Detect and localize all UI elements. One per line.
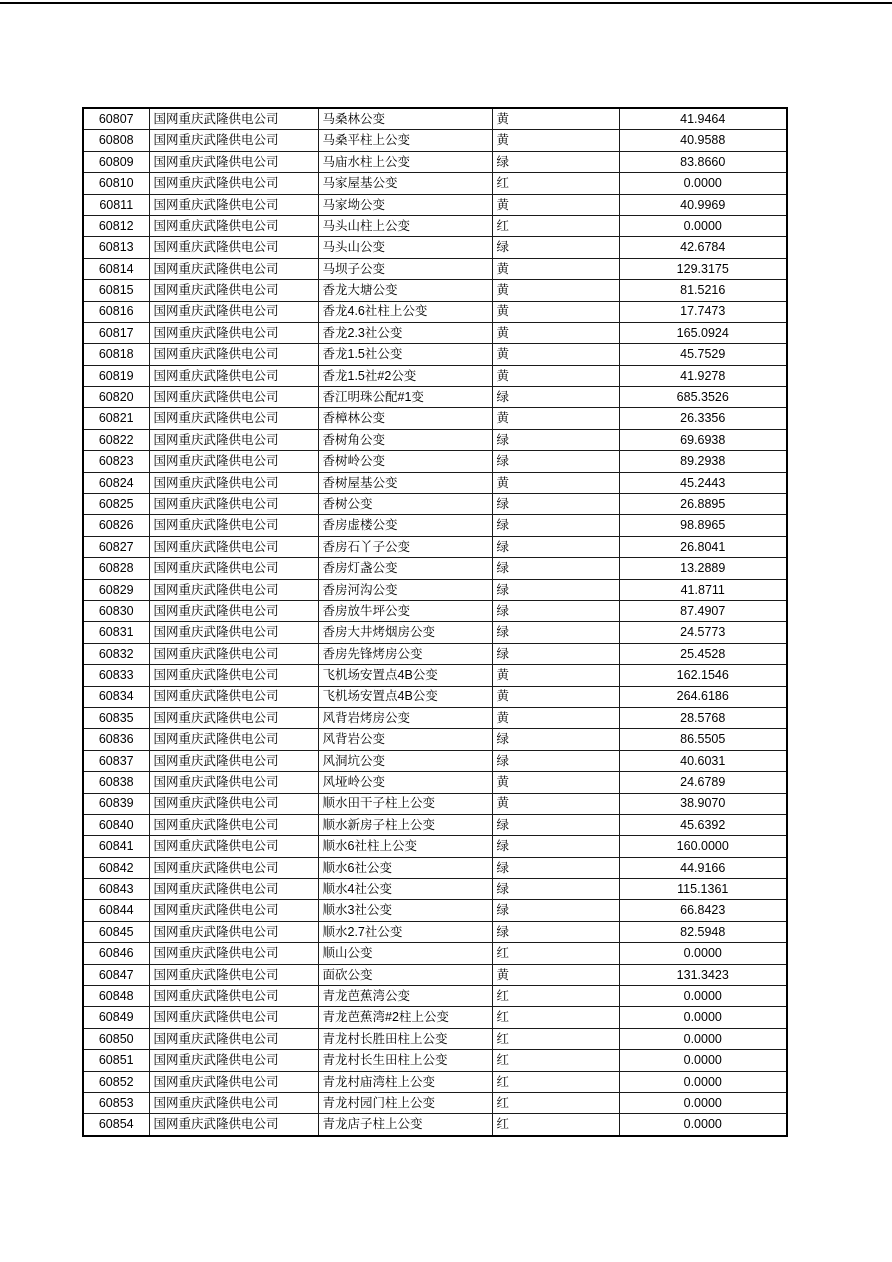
cell-status: 黄 <box>492 964 619 985</box>
cell-id: 60835 <box>83 707 149 728</box>
cell-value: 40.6031 <box>619 750 787 771</box>
cell-value: 26.8041 <box>619 536 787 557</box>
cell-id: 60851 <box>83 1050 149 1071</box>
cell-name: 青龙芭蕉湾#2柱上公变 <box>318 1007 492 1028</box>
cell-name: 青龙店子柱上公变 <box>318 1114 492 1136</box>
table-row <box>83 130 787 151</box>
cell-name: 面砍公变 <box>318 964 492 985</box>
cell-id: 60852 <box>83 1071 149 1092</box>
cell-company: 国网重庆武隆供电公司 <box>149 772 318 793</box>
cell-value: 160.0000 <box>619 836 787 857</box>
cell-company: 国网重庆武隆供电公司 <box>149 686 318 707</box>
cell-company: 国网重庆武隆供电公司 <box>149 643 318 664</box>
table-row <box>83 301 787 322</box>
cell-id: 60820 <box>83 387 149 408</box>
cell-status: 红 <box>492 1114 619 1136</box>
cell-company: 国网重庆武隆供电公司 <box>149 173 318 194</box>
table-row <box>83 215 787 236</box>
cell-status: 绿 <box>492 451 619 472</box>
cell-status: 绿 <box>492 836 619 857</box>
cell-name: 马桑平柱上公变 <box>318 130 492 151</box>
cell-value: 38.9070 <box>619 793 787 814</box>
table-row <box>83 494 787 515</box>
cell-value: 40.9969 <box>619 194 787 215</box>
cell-status: 红 <box>492 1092 619 1113</box>
cell-value: 26.8895 <box>619 494 787 515</box>
cell-company: 国网重庆武隆供电公司 <box>149 665 318 686</box>
cell-value: 0.0000 <box>619 173 787 194</box>
cell-name: 马坝子公变 <box>318 258 492 279</box>
cell-value: 81.5216 <box>619 280 787 301</box>
cell-company: 国网重庆武隆供电公司 <box>149 558 318 579</box>
table-row <box>83 772 787 793</box>
cell-value: 42.6784 <box>619 237 787 258</box>
cell-value: 17.7473 <box>619 301 787 322</box>
table-row <box>83 622 787 643</box>
cell-id: 60834 <box>83 686 149 707</box>
table-row <box>83 365 787 386</box>
table-row <box>83 1092 787 1113</box>
cell-value: 685.3526 <box>619 387 787 408</box>
cell-value: 0.0000 <box>619 1071 787 1092</box>
table-row <box>83 986 787 1007</box>
cell-company: 国网重庆武隆供电公司 <box>149 793 318 814</box>
cell-id: 60837 <box>83 750 149 771</box>
table-row <box>83 665 787 686</box>
cell-value: 40.9588 <box>619 130 787 151</box>
cell-name: 顺水新房子柱上公变 <box>318 814 492 835</box>
cell-id: 60817 <box>83 322 149 343</box>
cell-company: 国网重庆武隆供电公司 <box>149 108 318 130</box>
cell-value: 264.6186 <box>619 686 787 707</box>
cell-name: 顺水6社柱上公变 <box>318 836 492 857</box>
cell-company: 国网重庆武隆供电公司 <box>149 365 318 386</box>
cell-value: 129.3175 <box>619 258 787 279</box>
cell-id: 60819 <box>83 365 149 386</box>
cell-status: 红 <box>492 1007 619 1028</box>
table-row <box>83 280 787 301</box>
cell-id: 60809 <box>83 151 149 172</box>
cell-id: 60853 <box>83 1092 149 1113</box>
cell-id: 60827 <box>83 536 149 557</box>
cell-name: 香树角公变 <box>318 429 492 450</box>
cell-id: 60833 <box>83 665 149 686</box>
cell-name: 飞机场安置点4B公变 <box>318 686 492 707</box>
cell-value: 0.0000 <box>619 986 787 1007</box>
cell-company: 国网重庆武隆供电公司 <box>149 857 318 878</box>
cell-status: 绿 <box>492 600 619 621</box>
cell-status: 黄 <box>492 344 619 365</box>
cell-company: 国网重庆武隆供电公司 <box>149 151 318 172</box>
cell-name: 香房石丫子公变 <box>318 536 492 557</box>
cell-name: 香房大井烤烟房公变 <box>318 622 492 643</box>
cell-status: 绿 <box>492 879 619 900</box>
table-row <box>83 643 787 664</box>
cell-company: 国网重庆武隆供电公司 <box>149 1007 318 1028</box>
cell-name: 香房先锋烤房公变 <box>318 643 492 664</box>
table-row <box>83 344 787 365</box>
cell-company: 国网重庆武隆供电公司 <box>149 258 318 279</box>
table-row <box>83 729 787 750</box>
cell-company: 国网重庆武隆供电公司 <box>149 1028 318 1049</box>
table-row <box>83 1050 787 1071</box>
cell-id: 60836 <box>83 729 149 750</box>
cell-name: 香树公变 <box>318 494 492 515</box>
cell-status: 黄 <box>492 130 619 151</box>
cell-company: 国网重庆武隆供电公司 <box>149 579 318 600</box>
table-row <box>83 258 787 279</box>
cell-value: 0.0000 <box>619 215 787 236</box>
cell-value: 44.9166 <box>619 857 787 878</box>
cell-company: 国网重庆武隆供电公司 <box>149 408 318 429</box>
cell-id: 60849 <box>83 1007 149 1028</box>
cell-value: 162.1546 <box>619 665 787 686</box>
cell-value: 0.0000 <box>619 1050 787 1071</box>
cell-id: 60829 <box>83 579 149 600</box>
table-row <box>83 836 787 857</box>
cell-id: 60825 <box>83 494 149 515</box>
cell-company: 国网重庆武隆供电公司 <box>149 943 318 964</box>
cell-id: 60838 <box>83 772 149 793</box>
cell-status: 绿 <box>492 494 619 515</box>
cell-company: 国网重庆武隆供电公司 <box>149 194 318 215</box>
cell-value: 25.4528 <box>619 643 787 664</box>
table-row <box>83 387 787 408</box>
cell-id: 60845 <box>83 921 149 942</box>
transformer-table <box>82 107 788 1137</box>
cell-id: 60813 <box>83 237 149 258</box>
cell-company: 国网重庆武隆供电公司 <box>149 515 318 536</box>
cell-status: 黄 <box>492 322 619 343</box>
cell-id: 60843 <box>83 879 149 900</box>
cell-name: 顺水田干子柱上公变 <box>318 793 492 814</box>
cell-id: 60826 <box>83 515 149 536</box>
cell-value: 0.0000 <box>619 1028 787 1049</box>
cell-id: 60823 <box>83 451 149 472</box>
table-row <box>83 1028 787 1049</box>
cell-id: 60811 <box>83 194 149 215</box>
table-row <box>83 921 787 942</box>
cell-name: 顺水4社公变 <box>318 879 492 900</box>
cell-company: 国网重庆武隆供电公司 <box>149 879 318 900</box>
cell-company: 国网重庆武隆供电公司 <box>149 130 318 151</box>
cell-name: 风垭岭公变 <box>318 772 492 793</box>
cell-value: 131.3423 <box>619 964 787 985</box>
cell-value: 0.0000 <box>619 943 787 964</box>
cell-id: 60824 <box>83 472 149 493</box>
cell-id: 60841 <box>83 836 149 857</box>
table-row <box>83 686 787 707</box>
cell-name: 香树屋基公变 <box>318 472 492 493</box>
cell-id: 60822 <box>83 429 149 450</box>
cell-value: 0.0000 <box>619 1092 787 1113</box>
cell-status: 黄 <box>492 472 619 493</box>
cell-company: 国网重庆武隆供电公司 <box>149 280 318 301</box>
cell-company: 国网重庆武隆供电公司 <box>149 750 318 771</box>
cell-id: 60839 <box>83 793 149 814</box>
cell-value: 115.1361 <box>619 879 787 900</box>
cell-status: 黄 <box>492 258 619 279</box>
cell-status: 绿 <box>492 151 619 172</box>
cell-name: 香树岭公变 <box>318 451 492 472</box>
table-row <box>83 793 787 814</box>
cell-status: 黄 <box>492 686 619 707</box>
cell-id: 60828 <box>83 558 149 579</box>
cell-company: 国网重庆武隆供电公司 <box>149 215 318 236</box>
cell-status: 黄 <box>492 108 619 130</box>
cell-company: 国网重庆武隆供电公司 <box>149 622 318 643</box>
cell-id: 60808 <box>83 130 149 151</box>
cell-status: 黄 <box>492 280 619 301</box>
table-row <box>83 1114 787 1136</box>
cell-status: 绿 <box>492 729 619 750</box>
table-row <box>83 408 787 429</box>
cell-value: 45.2443 <box>619 472 787 493</box>
top-rule <box>0 2 892 4</box>
cell-name: 青龙芭蕉湾公变 <box>318 986 492 1007</box>
cell-id: 60816 <box>83 301 149 322</box>
cell-name: 风洞坑公变 <box>318 750 492 771</box>
cell-status: 绿 <box>492 387 619 408</box>
cell-value: 98.8965 <box>619 515 787 536</box>
cell-status: 红 <box>492 986 619 1007</box>
cell-status: 绿 <box>492 429 619 450</box>
cell-value: 24.5773 <box>619 622 787 643</box>
cell-status: 黄 <box>492 793 619 814</box>
cell-value: 45.6392 <box>619 814 787 835</box>
cell-id: 60810 <box>83 173 149 194</box>
cell-company: 国网重庆武隆供电公司 <box>149 494 318 515</box>
cell-company: 国网重庆武隆供电公司 <box>149 729 318 750</box>
cell-name: 青龙村长胜田柱上公变 <box>318 1028 492 1049</box>
table-row <box>83 108 787 130</box>
cell-status: 绿 <box>492 643 619 664</box>
cell-id: 60832 <box>83 643 149 664</box>
cell-status: 黄 <box>492 408 619 429</box>
cell-id: 60842 <box>83 857 149 878</box>
cell-name: 香樟林公变 <box>318 408 492 429</box>
cell-company: 国网重庆武隆供电公司 <box>149 836 318 857</box>
cell-id: 60847 <box>83 964 149 985</box>
table-body <box>83 108 787 1136</box>
cell-company: 国网重庆武隆供电公司 <box>149 814 318 835</box>
cell-company: 国网重庆武隆供电公司 <box>149 986 318 1007</box>
cell-id: 60812 <box>83 215 149 236</box>
cell-value: 0.0000 <box>619 1114 787 1136</box>
cell-status: 红 <box>492 1071 619 1092</box>
cell-name: 香龙4.6社柱上公变 <box>318 301 492 322</box>
table-row <box>83 472 787 493</box>
cell-status: 黄 <box>492 301 619 322</box>
cell-name: 香江明珠公配#1变 <box>318 387 492 408</box>
cell-company: 国网重庆武隆供电公司 <box>149 600 318 621</box>
table-row <box>83 943 787 964</box>
cell-name: 顺水2.7社公变 <box>318 921 492 942</box>
table-row <box>83 173 787 194</box>
cell-company: 国网重庆武隆供电公司 <box>149 1114 318 1136</box>
table-row <box>83 879 787 900</box>
cell-company: 国网重庆武隆供电公司 <box>149 237 318 258</box>
cell-value: 28.5768 <box>619 707 787 728</box>
table-row <box>83 579 787 600</box>
table-row <box>83 536 787 557</box>
cell-name: 马家屋基公变 <box>318 173 492 194</box>
cell-value: 82.5948 <box>619 921 787 942</box>
cell-status: 红 <box>492 215 619 236</box>
cell-company: 国网重庆武隆供电公司 <box>149 900 318 921</box>
cell-status: 绿 <box>492 237 619 258</box>
table-row <box>83 814 787 835</box>
cell-name: 香龙1.5社公变 <box>318 344 492 365</box>
cell-company: 国网重庆武隆供电公司 <box>149 322 318 343</box>
cell-id: 60818 <box>83 344 149 365</box>
cell-value: 0.0000 <box>619 1007 787 1028</box>
cell-value: 66.8423 <box>619 900 787 921</box>
cell-id: 60821 <box>83 408 149 429</box>
cell-name: 马家坳公变 <box>318 194 492 215</box>
table-row <box>83 515 787 536</box>
cell-value: 24.6789 <box>619 772 787 793</box>
cell-value: 41.8711 <box>619 579 787 600</box>
cell-value: 165.0924 <box>619 322 787 343</box>
cell-company: 国网重庆武隆供电公司 <box>149 921 318 942</box>
cell-status: 绿 <box>492 515 619 536</box>
cell-id: 60831 <box>83 622 149 643</box>
table-row <box>83 451 787 472</box>
cell-company: 国网重庆武隆供电公司 <box>149 1071 318 1092</box>
cell-name: 青龙村长生田柱上公变 <box>318 1050 492 1071</box>
cell-status: 黄 <box>492 707 619 728</box>
cell-company: 国网重庆武隆供电公司 <box>149 429 318 450</box>
table-row <box>83 151 787 172</box>
table-row <box>83 1007 787 1028</box>
cell-status: 黄 <box>492 194 619 215</box>
cell-id: 60830 <box>83 600 149 621</box>
cell-name: 香房河沟公变 <box>318 579 492 600</box>
cell-status: 红 <box>492 1050 619 1071</box>
cell-status: 红 <box>492 173 619 194</box>
cell-status: 红 <box>492 943 619 964</box>
cell-name: 马头山公变 <box>318 237 492 258</box>
table-row <box>83 600 787 621</box>
table-row <box>83 857 787 878</box>
cell-company: 国网重庆武隆供电公司 <box>149 536 318 557</box>
table-row <box>83 707 787 728</box>
table-row <box>83 964 787 985</box>
cell-status: 绿 <box>492 900 619 921</box>
cell-name: 香房灯盏公变 <box>318 558 492 579</box>
cell-name: 香房虚楼公变 <box>318 515 492 536</box>
cell-status: 绿 <box>492 857 619 878</box>
table-row <box>83 558 787 579</box>
cell-company: 国网重庆武隆供电公司 <box>149 301 318 322</box>
cell-name: 青龙村园门柱上公变 <box>318 1092 492 1113</box>
cell-status: 黄 <box>492 365 619 386</box>
cell-name: 香房放牛坪公变 <box>318 600 492 621</box>
cell-value: 87.4907 <box>619 600 787 621</box>
cell-company: 国网重庆武隆供电公司 <box>149 472 318 493</box>
table-row <box>83 900 787 921</box>
cell-name: 顺山公变 <box>318 943 492 964</box>
cell-id: 60846 <box>83 943 149 964</box>
cell-company: 国网重庆武隆供电公司 <box>149 451 318 472</box>
cell-id: 60840 <box>83 814 149 835</box>
cell-company: 国网重庆武隆供电公司 <box>149 344 318 365</box>
cell-value: 45.7529 <box>619 344 787 365</box>
cell-name: 香龙大塘公变 <box>318 280 492 301</box>
cell-value: 26.3356 <box>619 408 787 429</box>
cell-id: 60854 <box>83 1114 149 1136</box>
table-row <box>83 194 787 215</box>
cell-status: 红 <box>492 1028 619 1049</box>
table-row <box>83 750 787 771</box>
cell-name: 风背岩烤房公变 <box>318 707 492 728</box>
cell-id: 60850 <box>83 1028 149 1049</box>
cell-name: 风背岩公变 <box>318 729 492 750</box>
table-row <box>83 429 787 450</box>
cell-status: 绿 <box>492 536 619 557</box>
cell-name: 马桑林公变 <box>318 108 492 130</box>
cell-company: 国网重庆武隆供电公司 <box>149 1092 318 1113</box>
cell-status: 绿 <box>492 814 619 835</box>
cell-id: 60815 <box>83 280 149 301</box>
cell-id: 60814 <box>83 258 149 279</box>
cell-company: 国网重庆武隆供电公司 <box>149 1050 318 1071</box>
cell-company: 国网重庆武隆供电公司 <box>149 707 318 728</box>
cell-value: 41.9464 <box>619 108 787 130</box>
table-row <box>83 322 787 343</box>
cell-status: 绿 <box>492 750 619 771</box>
cell-id: 60848 <box>83 986 149 1007</box>
cell-name: 马庙水柱上公变 <box>318 151 492 172</box>
cell-value: 13.2889 <box>619 558 787 579</box>
cell-id: 60844 <box>83 900 149 921</box>
cell-value: 83.8660 <box>619 151 787 172</box>
cell-status: 黄 <box>492 665 619 686</box>
cell-name: 马头山柱上公变 <box>318 215 492 236</box>
cell-status: 绿 <box>492 921 619 942</box>
cell-value: 86.5505 <box>619 729 787 750</box>
cell-status: 绿 <box>492 579 619 600</box>
cell-company: 国网重庆武隆供电公司 <box>149 387 318 408</box>
cell-status: 绿 <box>492 558 619 579</box>
table-row <box>83 1071 787 1092</box>
cell-name: 顺水6社公变 <box>318 857 492 878</box>
cell-name: 顺水3社公变 <box>318 900 492 921</box>
cell-value: 69.6938 <box>619 429 787 450</box>
table-row <box>83 237 787 258</box>
cell-id: 60807 <box>83 108 149 130</box>
cell-name: 香龙2.3社公变 <box>318 322 492 343</box>
cell-value: 89.2938 <box>619 451 787 472</box>
cell-value: 41.9278 <box>619 365 787 386</box>
cell-status: 黄 <box>492 772 619 793</box>
cell-company: 国网重庆武隆供电公司 <box>149 964 318 985</box>
cell-name: 飞机场安置点4B公变 <box>318 665 492 686</box>
cell-name: 香龙1.5社#2公变 <box>318 365 492 386</box>
cell-name: 青龙村庙湾柱上公变 <box>318 1071 492 1092</box>
cell-status: 绿 <box>492 622 619 643</box>
